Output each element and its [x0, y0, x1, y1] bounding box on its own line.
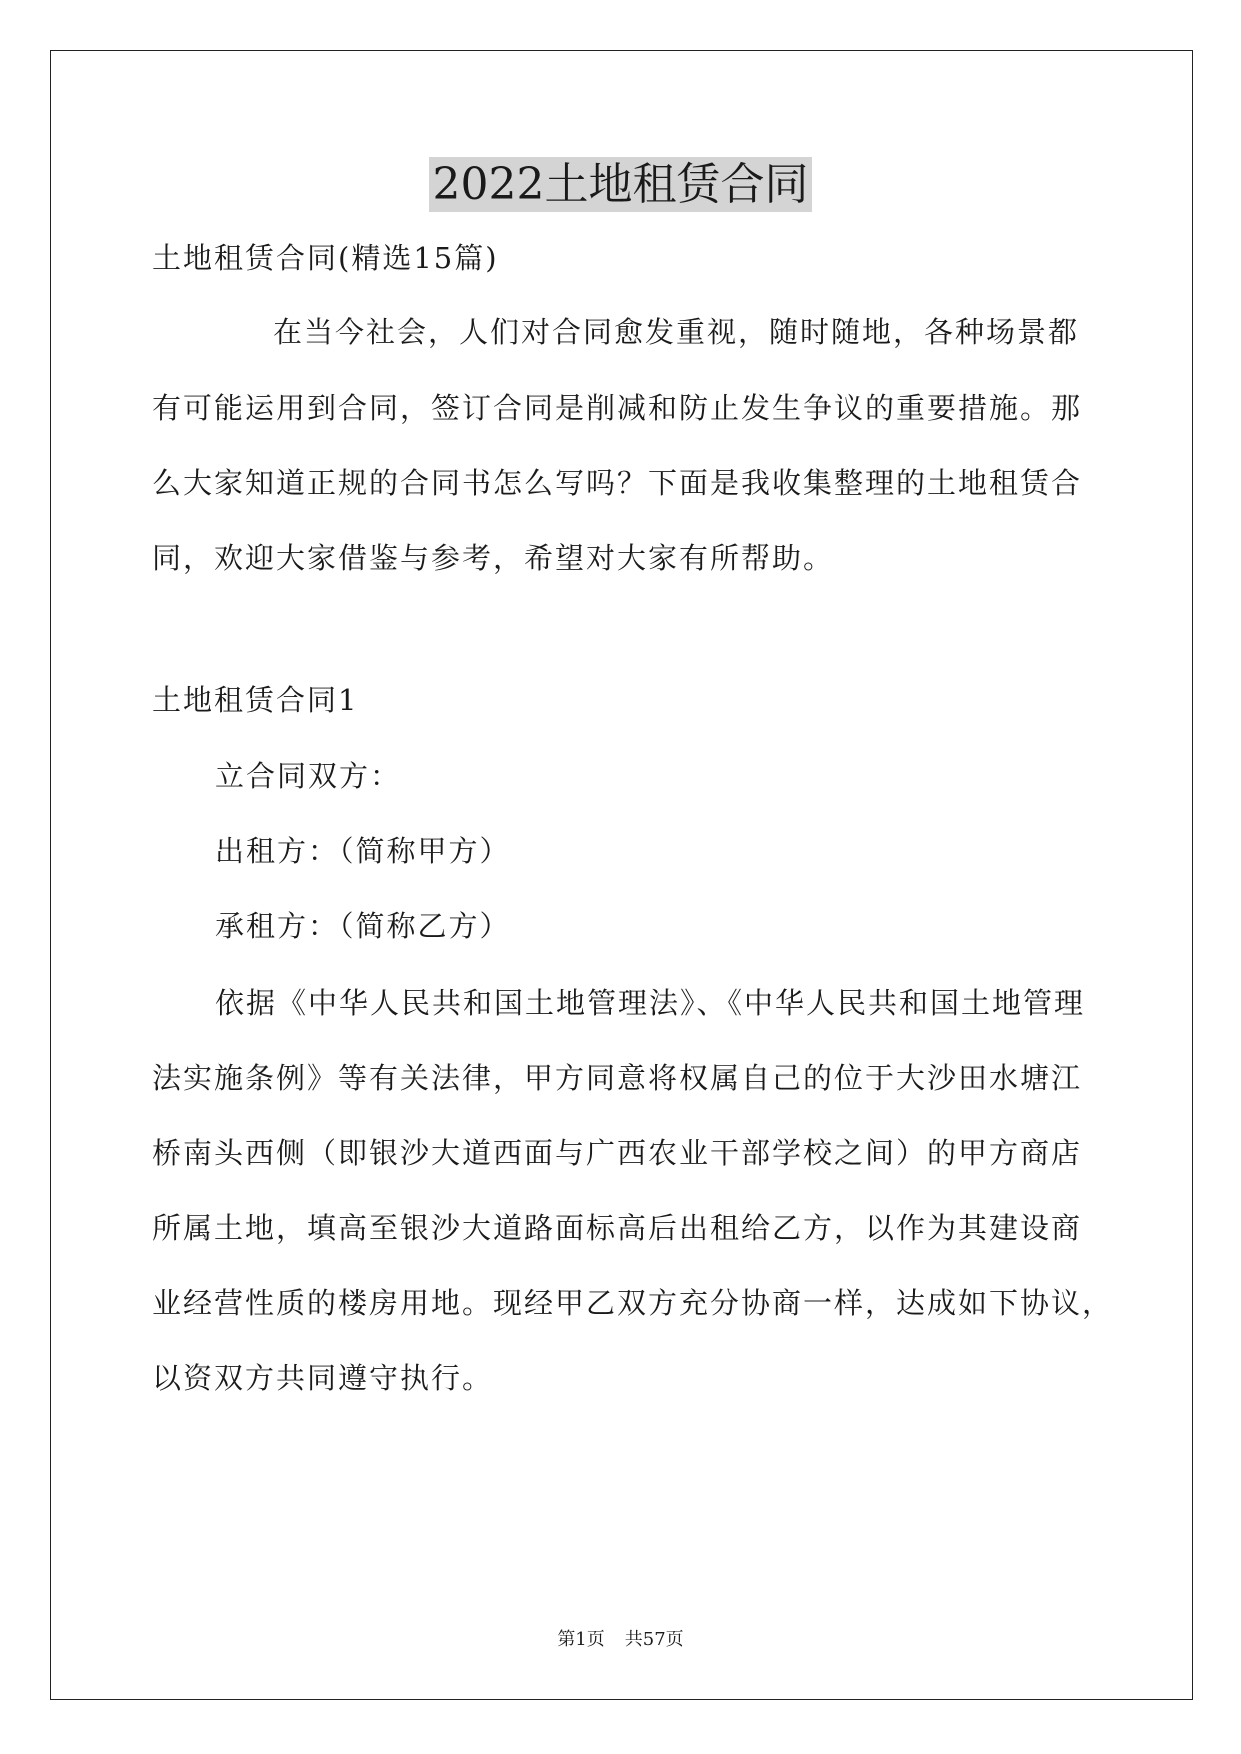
intro-line-4: 同，欢迎大家借鉴与参考，希望对大家有所帮助。 — [152, 541, 835, 575]
page-footer — [0, 1628, 1241, 1652]
clause-line-6: 以资双方共同遵守执行。 — [152, 1361, 494, 1395]
document-title: 2022土地租赁合同 — [0, 155, 1241, 215]
clause-line-5: 业经营性质的楼房用地。现经甲乙双方充分协商一样，达成如下协议， — [152, 1286, 1114, 1320]
intro-line-1: 在当今社会，人们对合同愈发重视，随时随地，各种场景都 — [273, 315, 1080, 349]
clause-line-3: 桥南头西侧（即银沙大道西面与广西农业干部学校之间）的甲方商店 — [152, 1136, 1083, 1170]
page-number: 第1页 — [557, 1629, 605, 1650]
clause-line-4: 所属土地，填高至银沙大道路面标高后出租给乙方，以作为其建设商 — [152, 1211, 1083, 1245]
page-total: 共57页 — [624, 1629, 684, 1650]
lessee-line: 承租方：（简称乙方） — [215, 909, 511, 943]
page-border — [50, 50, 1193, 1700]
intro-line-3: 么大家知道正规的合同书怎么写吗？下面是我收集整理的土地租赁合 — [152, 466, 1083, 500]
intro-line-2: 有可能运用到合同，签订合同是削减和防止发生争议的重要措施。那 — [152, 391, 1083, 425]
parties-intro: 立合同双方： — [215, 759, 402, 793]
section-heading: 土地租赁合同1 — [152, 683, 359, 717]
document-subtitle: 土地租赁合同(精选15篇) — [152, 241, 499, 275]
clause-line-1: 依据《中华人民共和国土地管理法》、《中华人民共和国土地管理 — [215, 986, 1086, 1020]
clause-line-2: 法实施条例》等有关法律，甲方同意将权属自己的位于大沙田水塘江 — [152, 1061, 1083, 1095]
lessor-line: 出租方：（简称甲方） — [215, 834, 511, 868]
